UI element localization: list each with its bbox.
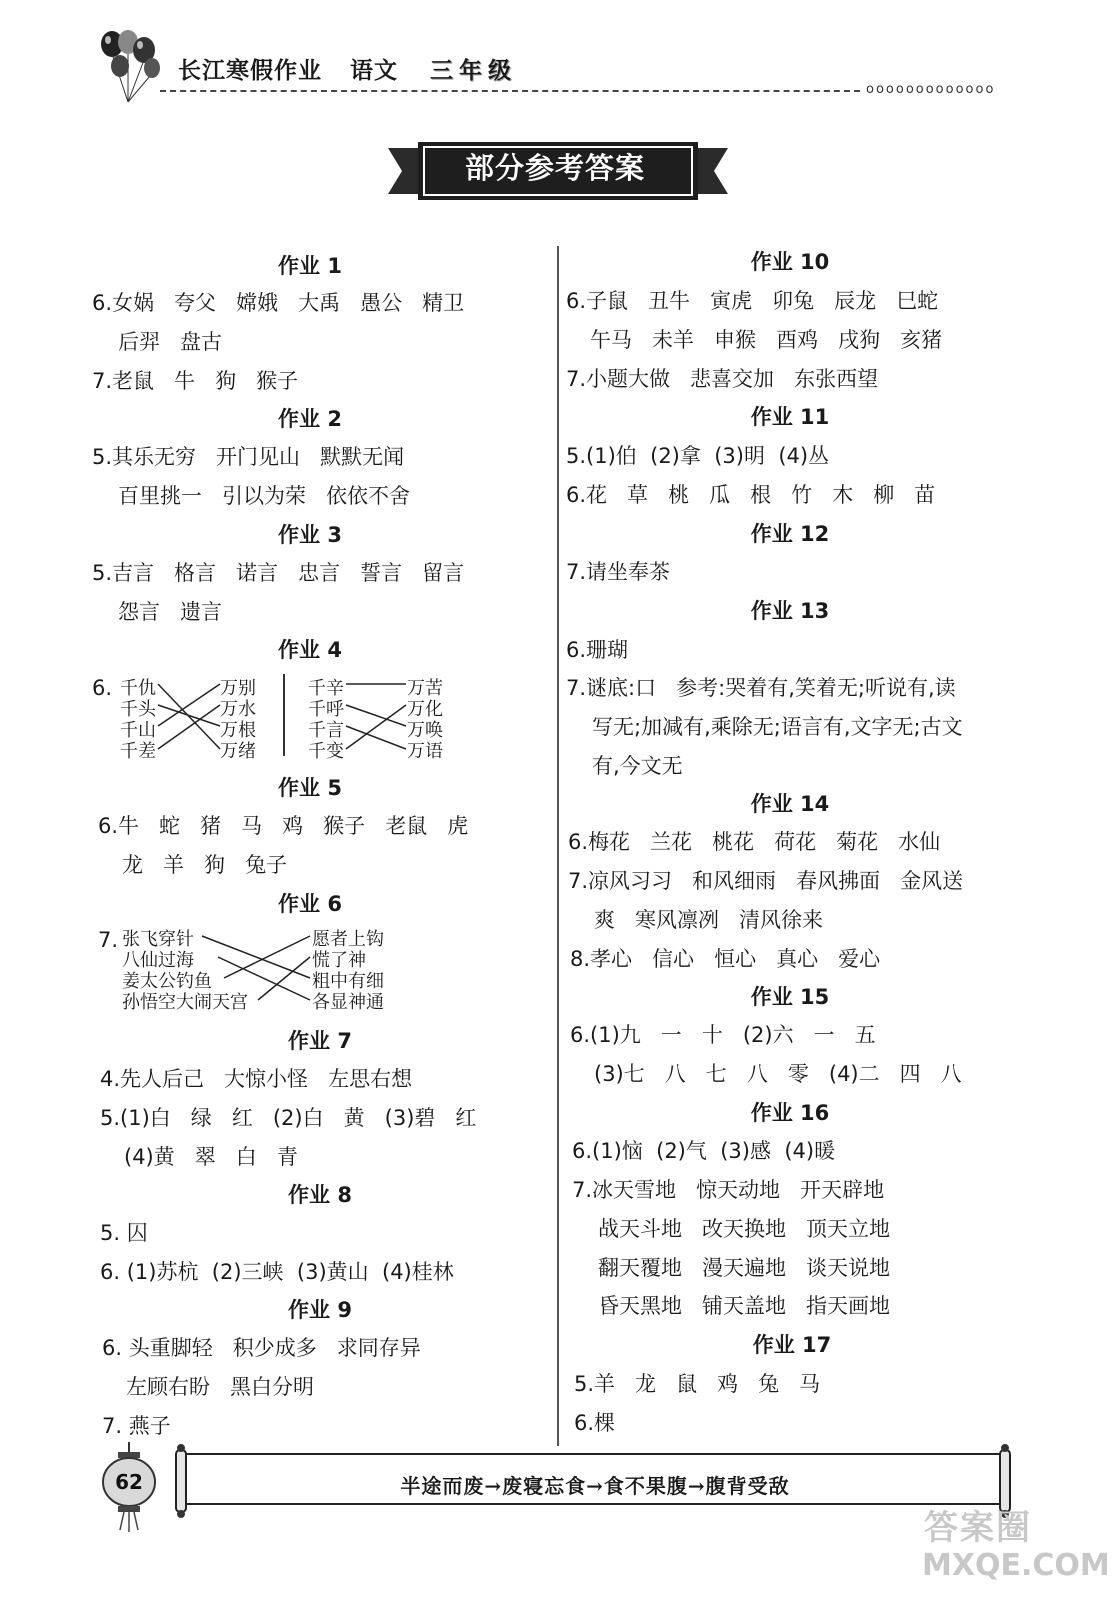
answer-line: 6.(1)九 一 十 (2)六 一 五 <box>570 1023 876 1047</box>
answer-line: 6.子鼠 丑牛 寅虎 卯兔 辰龙 巳蛇 <box>566 289 939 313</box>
answer-line: 6. (1)苏杭 (2)三峡 (3)黄山 (4)桂林 <box>100 1260 454 1284</box>
answer-line: 后羿 盘古 <box>118 330 223 354</box>
answer-line: 7.冰天雪地 惊天动地 开天辟地 <box>572 1178 885 1202</box>
answer-line: 6.梅花 兰花 桃花 荷花 菊花 水仙 <box>568 830 941 854</box>
match-item: 姜太公钓鱼 <box>122 971 212 992</box>
answer-line: 6. 头重脚轻 积少成多 求同存异 <box>102 1336 421 1360</box>
page-title: 部分参考答案 <box>464 151 645 185</box>
answer-line: 昏天黑地 铺天盖地 指天画地 <box>598 1294 891 1318</box>
header-divider <box>160 90 860 92</box>
match-item: 万化 <box>407 699 443 720</box>
section-heading: 作业 16 <box>750 1101 830 1125</box>
answer-line: 翻天覆地 漫天遍地 谈天说地 <box>598 1256 891 1280</box>
match-divider <box>283 674 285 756</box>
header-dots: ooooooooooooo <box>866 82 996 97</box>
answer-line: 6.花 草 桃 瓜 根 竹 木 柳 苗 <box>566 483 936 507</box>
match-item: 万语 <box>407 741 443 762</box>
answer-line: 写无;加减有,乘除无;语言有,文字无;古文 <box>592 715 963 739</box>
match-lines <box>200 925 312 1011</box>
section-heading: 作业 8 <box>288 1183 352 1207</box>
answer-line: 龙 羊 狗 兔子 <box>122 853 288 877</box>
answer-line: 5.吉言 格言 诺言 忠言 誓言 留言 <box>92 561 465 585</box>
match-item: 千仇 <box>120 678 156 699</box>
match-item: 张飞穿针 <box>122 929 194 950</box>
watermark <box>918 1500 1108 1596</box>
section-heading: 作业 17 <box>752 1333 832 1357</box>
section-heading: 作业 11 <box>750 405 830 429</box>
section-heading: 作业 9 <box>288 1298 352 1322</box>
match-item: 千言 <box>308 720 344 741</box>
answer-line: 4.先人后己 大惊小怪 左思右想 <box>100 1067 413 1091</box>
match-item: 万苦 <box>407 678 443 699</box>
answer-line: 7.小题大做 悲喜交加 东张西望 <box>566 367 879 391</box>
column-divider <box>557 246 559 1446</box>
answer-line: 6.女娲 夸父 嫦娥 大禹 愚公 精卫 <box>92 291 465 315</box>
answer-line: 7. 燕子 <box>102 1414 171 1438</box>
section-heading: 作业 14 <box>750 792 830 816</box>
match-item: 千变 <box>308 741 344 762</box>
answer-line: 5.(1)伯 (2)拿 (3)明 (4)丛 <box>566 444 830 468</box>
match-item: 万唤 <box>407 720 443 741</box>
answer-line: 百里挑一 引以为荣 依依不舍 <box>118 484 411 508</box>
match-lines <box>344 674 408 758</box>
answer-line: 怨言 遗言 <box>118 600 223 624</box>
match-item: 孙悟空大闹天宫 <box>122 992 248 1013</box>
match-item: 愿者上钩 <box>312 929 384 950</box>
watermark-logo: 答案圈 <box>924 1508 1032 1548</box>
answer-line: 7.凉风习习 和风细雨 春风拂面 金风送 <box>568 869 964 893</box>
match-item: 千差 <box>120 741 156 762</box>
section-heading: 作业 7 <box>288 1029 352 1053</box>
answer-line: 6.棵 <box>574 1411 616 1435</box>
section-heading: 作业 12 <box>750 522 830 546</box>
answer-line: 7.请坐奉茶 <box>566 560 671 584</box>
section-heading: 作业 15 <box>750 985 830 1009</box>
match-item: 万别 <box>220 678 256 699</box>
answer-line: (3)七 八 七 八 零 (4)二 四 八 <box>594 1062 962 1086</box>
answer-line: 有,今文无 <box>592 754 683 778</box>
question-number: 7. <box>98 928 119 952</box>
answer-line: 5.(1)白 绿 红 (2)白 黄 (3)碧 红 <box>100 1106 477 1130</box>
balloons-icon <box>98 30 162 104</box>
watermark-url: MXQE.COM <box>922 1548 1110 1583</box>
section-heading: 作业 6 <box>278 892 342 916</box>
section-heading: 作业 3 <box>278 523 342 547</box>
match-item: 千呼 <box>308 699 344 720</box>
match-item: 万绪 <box>220 741 256 762</box>
answer-line: 战天斗地 改天换地 顶天立地 <box>598 1217 891 1241</box>
answer-line: 7.老鼠 牛 狗 猴子 <box>92 369 299 393</box>
book-title: 长江寒假作业 <box>178 58 322 84</box>
match-item: 各显神通 <box>312 992 384 1013</box>
match-item: 万水 <box>220 699 256 720</box>
match-item: 粗中有细 <box>312 971 384 992</box>
answer-line: 6.珊瑚 <box>566 638 629 662</box>
footer-proverb: 半途而废→废寝忘食→食不果腹→腹背受敌 <box>400 1474 790 1498</box>
match-item: 千头 <box>120 699 156 720</box>
match-item: 慌了神 <box>312 950 366 971</box>
answer-line: 5. 囚 <box>100 1221 148 1245</box>
answer-line: 左顾右盼 黑白分明 <box>126 1375 315 1399</box>
grade-label: 三年级 <box>430 58 517 84</box>
answer-line: 6.(1)恼 (2)气 (3)感 (4)暖 <box>572 1139 836 1163</box>
section-heading: 作业 10 <box>750 250 830 274</box>
match-item: 千山 <box>120 720 156 741</box>
section-heading: 作业 4 <box>278 638 342 662</box>
answer-line: 5.羊 龙 鼠 鸡 兔 马 <box>574 1372 821 1396</box>
match-item: 千辛 <box>308 678 344 699</box>
section-heading: 作业 13 <box>750 599 830 623</box>
section-heading: 作业 2 <box>278 407 342 431</box>
answer-line: 8.孝心 信心 恒心 真心 爱心 <box>570 947 881 971</box>
section-heading: 作业 1 <box>278 254 342 278</box>
question-number: 6. <box>92 676 113 700</box>
answer-line: 午马 未羊 申猴 酉鸡 戌狗 亥猪 <box>590 328 943 352</box>
answer-line: (4)黄 翠 白 青 <box>124 1145 298 1169</box>
match-item: 万根 <box>220 720 256 741</box>
answer-line: 5.其乐无穷 开门见山 默默无闻 <box>92 445 405 469</box>
match-item: 八仙过海 <box>122 950 194 971</box>
answer-line: 7.谜底:口 参考:哭着有,笑着无;听说有,读 <box>566 676 956 700</box>
match-lines <box>156 674 222 758</box>
answer-line: 6.牛 蛇 猪 马 鸡 猴子 老鼠 虎 <box>98 814 469 838</box>
page-number: 62 <box>115 1470 143 1494</box>
section-heading: 作业 5 <box>278 776 342 800</box>
subject-label: 语文 <box>350 58 398 84</box>
header-title <box>178 52 545 85</box>
answer-line: 爽 寒风凛冽 清风徐来 <box>594 908 824 932</box>
